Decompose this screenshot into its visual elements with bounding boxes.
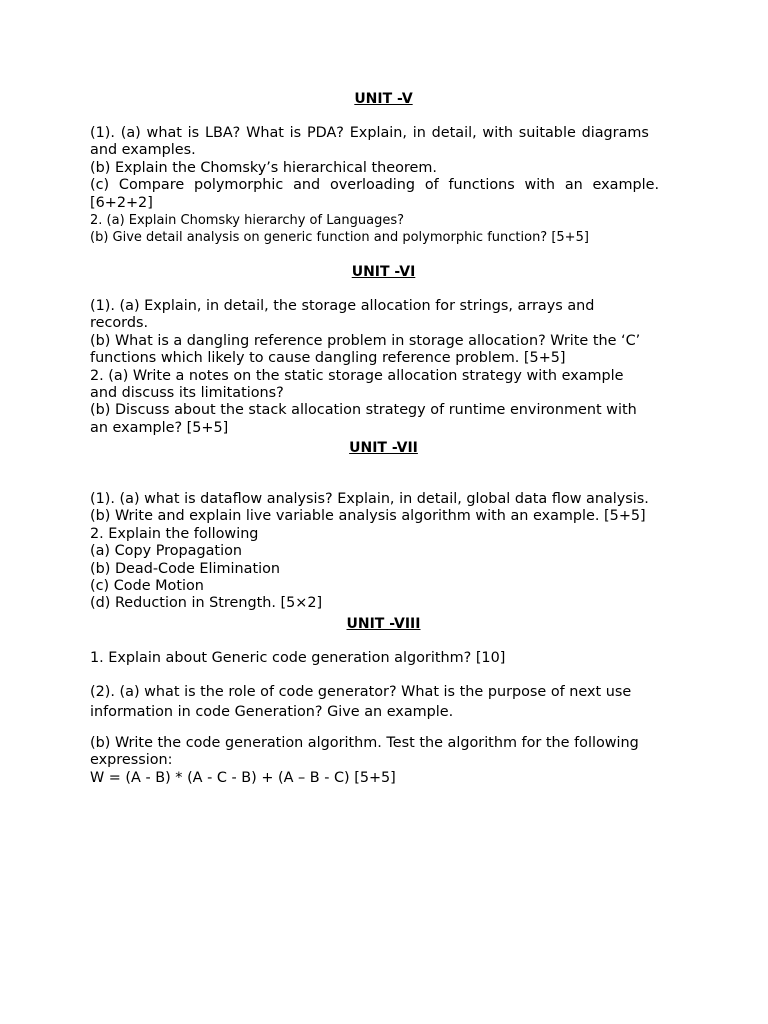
unit-8-heading: UNIT -VIII: [346, 616, 421, 632]
question-line: (c) Code Motion: [90, 578, 204, 595]
question-line: [90, 125, 677, 142]
unit-8-question-2: [90, 682, 677, 722]
question-text: (1). (a) what is LBA? What is PDA? Explain, in detail, with suitable diagrams: [90, 125, 649, 141]
question-line: 2. (a) Write a notes on the static storage allocation strategy with example: [90, 367, 624, 384]
question-line: and discuss its limitations?: [90, 385, 284, 402]
unit-6-heading: UNIT -VI: [351, 264, 416, 280]
unit-6-questions: [90, 298, 677, 437]
question-line: (2). (a) what is the role of code generator? What is the purpose of next use: [90, 684, 632, 700]
unit-7-questions: [90, 491, 677, 613]
question-line: W = (A - B) * (A - C - B) + (A – B - C) [5+5]: [90, 769, 396, 786]
question-line: (c) Compare polymorphic and overloading of functions with an example.: [90, 177, 660, 194]
question-line: (b) Dead-Code Elimination: [90, 560, 281, 577]
question-line: [6+2+2]: [90, 194, 153, 211]
question-line: functions which likely to cause dangling reference problem. [5+5]: [90, 350, 566, 367]
unit-8-questions: [90, 650, 677, 667]
question-line: (b) Explain the Chomsky’s hierarchical theorem.: [90, 159, 437, 176]
question-line: (d) Reduction in Strength. [5×2]: [90, 595, 323, 612]
question-line: (b) Discuss about the stack allocation strategy of runtime environment with: [90, 402, 637, 419]
document-page: [90, 0, 677, 1024]
question-line: 2. (a) Explain Chomsky hierarchy of Languages?: [90, 213, 405, 229]
question-line: information in code Generation? Give an example.: [90, 704, 454, 720]
unit-8-question-2b: [90, 735, 677, 787]
unit-7-heading: UNIT -VII: [349, 440, 418, 456]
unit-5-heading: UNIT -V: [354, 91, 413, 107]
question-line: (b) Write and explain live variable analysis algorithm with an example. [5+5]: [90, 508, 646, 525]
question-line: (1). (a) Explain, in detail, the storage allocation for strings, arrays and: [90, 298, 595, 314]
question-line: expression:: [90, 752, 173, 769]
question-line: (b) Write the code generation algorithm. Test the algorithm for the following: [90, 735, 639, 751]
unit-5-questions: [90, 125, 677, 246]
question-line: records.: [90, 315, 149, 332]
question-line: and examples.: [90, 142, 196, 159]
question-line: (a) Copy Propagation: [90, 543, 243, 560]
question-line: (b) Give detail analysis on generic function and polymorphic function? [5+5]: [90, 230, 589, 246]
question-line: 1. Explain about Generic code generation algorithm? [10]: [90, 650, 506, 666]
question-line: an example? [5+5]: [90, 419, 229, 436]
question-line: 2. Explain the following: [90, 525, 259, 542]
question-line: (1). (a) what is dataflow analysis? Explain, in detail, global data flow analysis.: [90, 491, 649, 507]
question-line: (b) What is a dangling reference problem in storage allocation? Write the ‘C’: [90, 332, 641, 349]
